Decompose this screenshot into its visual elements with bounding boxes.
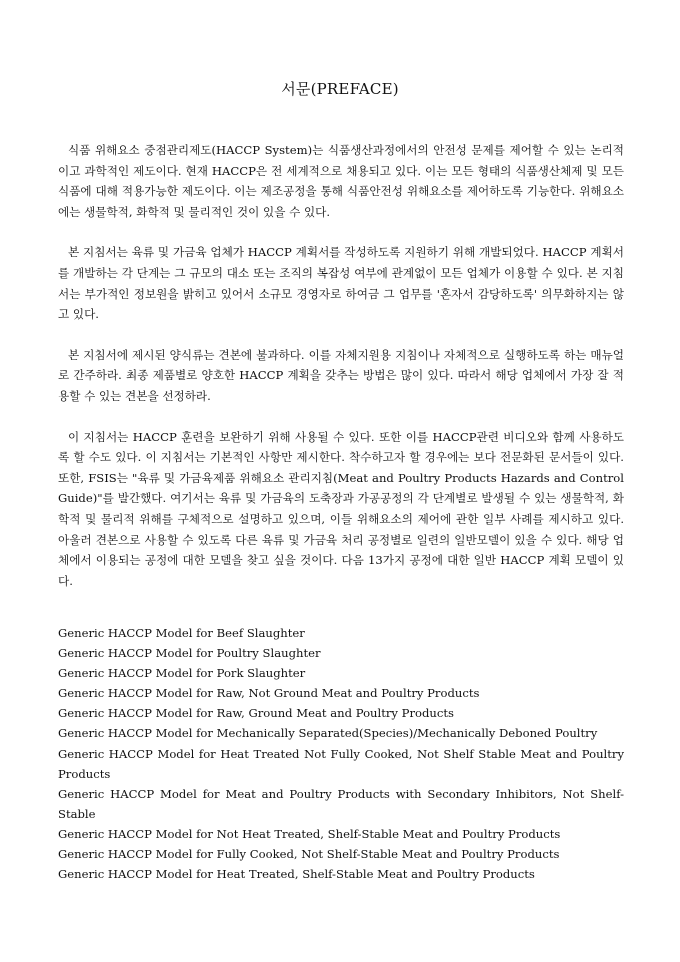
list-item: Generic HACCP Model for Raw, Not Ground Meat and Poultry Products (58, 686, 480, 701)
list-item: Generic HACCP Model for Meat and Poultry Products with Secondary Inhibitors, Not Shelf-Stable (58, 786, 624, 821)
page-title: 서문(PREFACE) (281, 80, 399, 98)
list-item: Generic HACCP Model for Heat Treated, Shelf-Stable Meat and Poultry Products (58, 867, 535, 882)
list-item: Generic HACCP Model for Beef Slaughter (58, 626, 305, 640)
list-item: Generic HACCP Model for Raw, Ground Meat and Poultry Products (58, 706, 454, 721)
list-item: Generic HACCP Model for Heat Treated Not Fully Cooked, Not Shelf Stable Meat and Poultry Products (58, 746, 624, 781)
paragraph-guide-purpose: 본 지침서는 육류 및 가금육 업체가 HACCP 계획서를 작성하도록 지원하기 위해 개발되었다. HACCP 계획서를 개발하는 각 단계는 그 규모의 대소 또는 조직의 복잡성 여부에 관계없이 모든 업체가 이용할 수 있다. 본 지침서는 부가적인 정보원을 밝히고 있어서 소규모 경영자로 하여금 그 업무를 '혼자서 감당하도록' 의무화하지는 않고 있다. (58, 245, 624, 322)
list-item: Generic HACCP Model for Not Heat Treated, Shelf-Stable Meat and Poultry Products (58, 826, 561, 841)
list-item: Generic HACCP Model for Pork Slaughter (58, 666, 306, 681)
list-item: Generic HACCP Model for Fully Cooked, Not Shelf-Stable Meat and Poultry Products (58, 847, 560, 862)
generic-model-list (58, 623, 624, 884)
paragraph-training-supplement: 이 지침서는 HACCP 훈련을 보완하기 위해 사용될 수 있다. 또한 이를 HACCP관련 비디오와 함께 사용하도록 할 수도 있다. 이 지침서는 기본적인 사항만 제시한다. 착수하고자 할 경우에는 보다 전문화된 문서들이 있다. 또한, FSIS는 "육류 및 가금육제품 위해요소 관리지침(Meat and Poultry Products Hazards and Control Guide)"를 발간했다. 여기서는 육류 및 가금육의 도축장과 가공공정의 각 단계별로 발생될 수 있는 생물학적, 화학적 및 물리적 위해를 구체적으로 설명하고 있으며, 이들 위해요소의 제어에 관한 일부 사례를 제시하고 있다. 아울러 견본으로 사용할 수 있도록 다른 육류 및 가금육 처리 공정별로 일련의 일반모델이 있을 수 있다. 해당 업체에서 이용되는 공정에 대한 모델을 찾고 싶을 것이다. 다음 13가지 공정에 대한 일반 HACCP 계획 모델이 있다. (58, 429, 624, 588)
paragraph-haccp-intro: 식품 위해요소 중점관리제도(HACCP System)는 식품생산과정에서의 안전성 문제를 제어할 수 있는 논리적이고 과학적인 제도이다. 현재 HACCP은 전 세계적으로 채용되고 있다. 이는 모든 형태의 식품생산체제 및 모든 식품에 대해 적용가능한 제도이다. 이는 제조공정을 통해 식품안전성 위해요소를 제어하도록 기능한다. 위해요소에는 생물학적, 화학적 및 물리적인 것이 있을 수 있다. (58, 143, 624, 219)
list-item: Generic HACCP Model for Mechanically Separated(Species)/Mechanically Deboned Poultry (58, 726, 598, 741)
list-item: Generic HACCP Model for Poultry Slaughter (58, 646, 321, 661)
paragraph-forms-samples: 본 지침서에 제시된 양식류는 견본에 불과하다. 이를 자체지원용 지침이나 자체적으로 실행하도록 하는 매뉴얼로 간주하라. 최종 제품별로 양호한 HACCP 계획을 갖추는 방법은 많이 있다. 따라서 해당 업체에서 가장 잘 적용할 수 있는 견본을 선정하라. (58, 347, 624, 403)
preface-body (58, 140, 624, 611)
